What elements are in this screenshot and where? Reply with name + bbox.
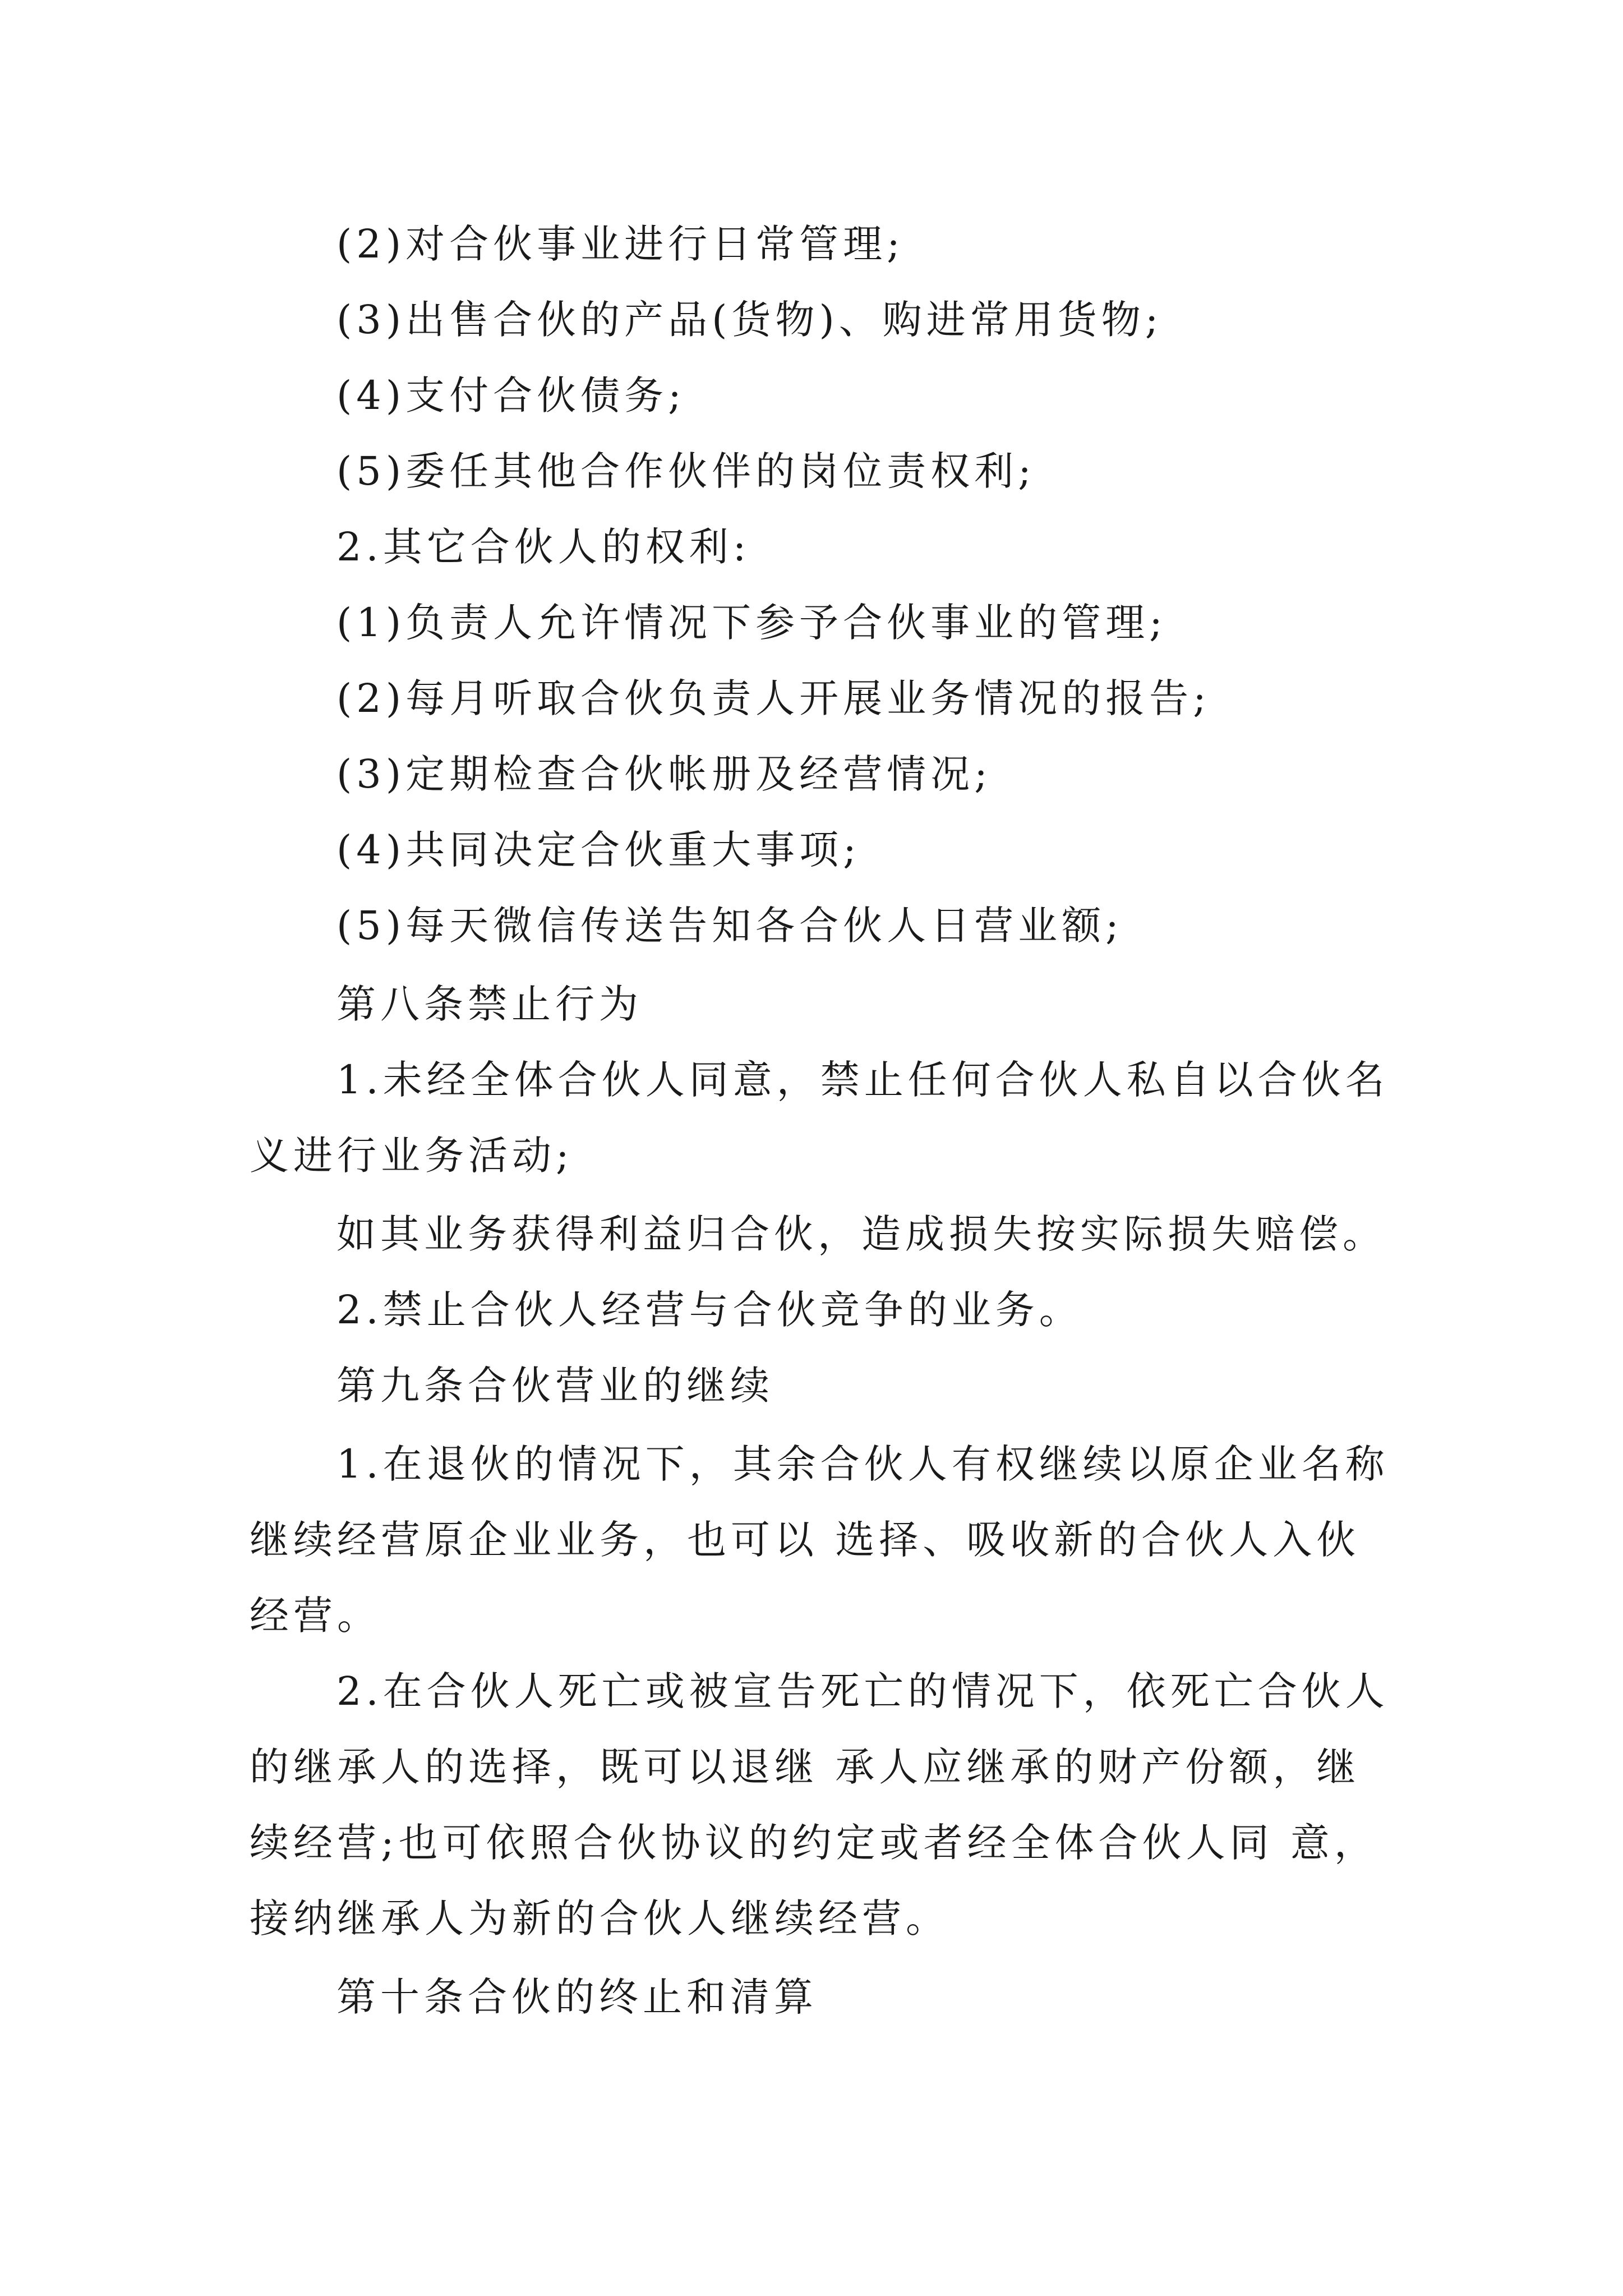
text-line: 2.禁止合伙人经营与合伙竞争的业务。	[336, 1287, 1083, 1333]
text-line: (5)每天微信传送告知各合伙人日营业额;	[336, 903, 1123, 949]
text-line: 的继承人的选择，既可以退继 承人应继承的财产份额，继	[250, 1744, 1361, 1790]
text-line: (4)共同决定合伙重大事项;	[336, 827, 861, 873]
text-line: 如其业务获得利益归合伙，造成损失按实际损失赔偿。	[336, 1211, 1386, 1257]
article-heading: 第十条合伙的终止和清算	[336, 1974, 818, 2020]
text-line: (2)对合伙事业进行日常管理;	[336, 221, 905, 267]
text-line: 续经营;也可依照合伙协议的约定或者经全体合伙人同 意，	[250, 1820, 1378, 1866]
text-line: 1.在退伙的情况下，其余合伙人有权继续以原企业名称	[336, 1441, 1389, 1487]
text-line: (1)负责人允许情况下参予合伙事业的管理;	[336, 600, 1167, 646]
text-line: 1.未经全体合伙人同意，禁止任何合伙人私自以合伙名	[336, 1057, 1389, 1103]
text-line: (3)出售合伙的产品(货物)、购进常用货物;	[336, 297, 1163, 343]
text-line: 继续经营原企业业务，也可以 选择、吸收新的合伙人入伙	[250, 1517, 1361, 1563]
text-line: 接纳继承人为新的合伙人继续经营。	[250, 1895, 949, 1941]
text-line: 经营。	[250, 1593, 381, 1639]
text-line: 2.在合伙人死亡或被宣告死亡的情况下，依死亡合伙人	[336, 1668, 1389, 1714]
text-line: 义进行业务活动;	[250, 1133, 574, 1179]
text-line: (5)委任其他合作伙伴的岗位责权利;	[336, 448, 1036, 494]
article-heading: 第九条合伙营业的继续	[336, 1363, 774, 1409]
section-subheading: 2.其它合伙人的权利:	[336, 524, 751, 570]
text-line: (4)支付合伙债务;	[336, 372, 686, 418]
article-heading: 第八条禁止行为	[336, 981, 643, 1027]
text-line: (3)定期检查合伙帐册及经营情况;	[336, 751, 992, 797]
text-line: (2)每月听取合伙负责人开展业务情况的报告;	[336, 675, 1211, 721]
